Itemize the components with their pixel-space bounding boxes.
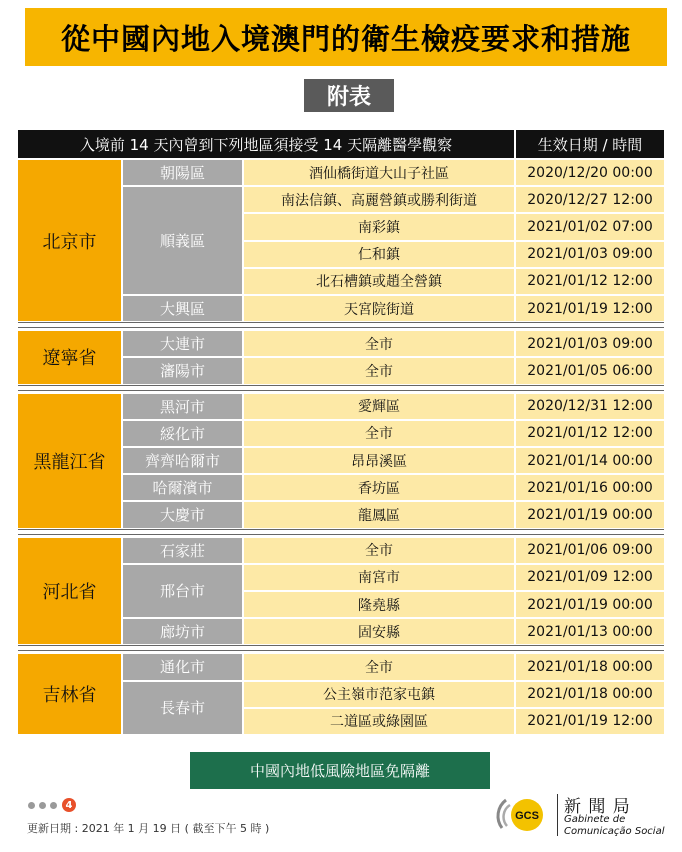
city-cell: 長春市	[123, 682, 242, 734]
province-cell: 遼寧省	[18, 331, 121, 383]
effective-date-cell: 2021/01/03 09:00	[516, 331, 664, 356]
city-cell: 大慶市	[123, 502, 242, 527]
effective-date-cell: 2021/01/18 00:00	[516, 654, 664, 679]
appendix-label: 附表	[304, 79, 394, 112]
city-cell: 綏化市	[123, 421, 242, 446]
pagination	[28, 798, 76, 812]
area-cell: 隆堯縣	[244, 592, 514, 617]
effective-date-cell: 2021/01/16 00:00	[516, 475, 664, 500]
area-cell: 昂昂溪區	[244, 448, 514, 473]
province-cell: 河北省	[18, 538, 121, 645]
effective-date-cell: 2021/01/19 12:00	[516, 709, 664, 734]
area-cell: 固安縣	[244, 619, 514, 644]
gcs-logo	[494, 790, 674, 840]
logo-divider	[557, 794, 558, 836]
area-cell: 全市	[244, 331, 514, 356]
city-cell: 順義區	[123, 187, 242, 294]
area-cell: 全市	[244, 421, 514, 446]
header-areas: 入境前 14 天內曾到下列地區須接受 14 天隔離醫學觀察	[18, 130, 514, 158]
page-dot[interactable]	[50, 802, 57, 809]
page-dot[interactable]	[39, 802, 46, 809]
current-page-indicator: 4	[62, 798, 76, 812]
low-risk-exemption-button[interactable]: 中國內地低風險地區免隔離	[190, 752, 490, 789]
effective-date-cell: 2021/01/12 12:00	[516, 269, 664, 294]
quarantine-table	[17, 130, 664, 744]
effective-date-cell: 2021/01/06 09:00	[516, 538, 664, 563]
area-cell: 公主嶺市范家屯鎮	[244, 682, 514, 707]
area-cell: 天宮院街道	[244, 296, 514, 321]
group-separator	[18, 529, 664, 535]
update-date: 更新日期 : 2021 年 1 月 19 日 ( 截至下午 5 時 )	[27, 822, 270, 835]
city-cell: 邢台市	[123, 565, 242, 617]
province-cell: 黑龍江省	[18, 394, 121, 528]
effective-date-cell: 2021/01/05 06:00	[516, 358, 664, 383]
effective-date-cell: 2021/01/03 09:00	[516, 242, 664, 267]
area-cell: 愛輝區	[244, 394, 514, 419]
group-separator	[18, 385, 664, 391]
effective-date-cell: 2021/01/02 07:00	[516, 214, 664, 239]
area-cell: 北石槽鎮或趙全營鎮	[244, 269, 514, 294]
area-cell: 香坊區	[244, 475, 514, 500]
effective-date-cell: 2021/01/19 12:00	[516, 296, 664, 321]
area-cell: 仁和鎮	[244, 242, 514, 267]
area-cell: 龍鳳區	[244, 502, 514, 527]
effective-date-cell: 2021/01/12 12:00	[516, 421, 664, 446]
effective-date-cell: 2021/01/14 00:00	[516, 448, 664, 473]
city-cell: 黑河市	[123, 394, 242, 419]
logo-name-portuguese-2: Comunicação Social	[564, 826, 665, 837]
page-title: 從中國內地入境澳門的衛生檢疫要求和措施	[60, 21, 631, 56]
page-dot[interactable]	[28, 802, 35, 809]
area-cell: 全市	[244, 358, 514, 383]
gcs-logo-mark-icon	[494, 790, 544, 840]
province-cell: 吉林省	[18, 654, 121, 734]
city-cell: 瀋陽市	[123, 358, 242, 383]
city-cell: 齊齊哈爾市	[123, 448, 242, 473]
city-cell: 通化市	[123, 654, 242, 679]
city-cell: 哈爾濱市	[123, 475, 242, 500]
area-cell: 南法信鎮、高麗營鎮或勝利街道	[244, 187, 514, 212]
city-cell: 廊坊市	[123, 619, 242, 644]
effective-date-cell: 2020/12/31 12:00	[516, 394, 664, 419]
area-cell: 酒仙橋街道大山子社區	[244, 160, 514, 185]
city-cell: 朝陽區	[123, 160, 242, 185]
effective-date-cell: 2021/01/18 00:00	[516, 682, 664, 707]
area-cell: 二道區或綠園區	[244, 709, 514, 734]
area-cell: 全市	[244, 538, 514, 563]
logo-name-chinese: 新 聞 局	[564, 797, 631, 817]
effective-date-cell: 2021/01/13 00:00	[516, 619, 664, 644]
effective-date-cell: 2020/12/27 12:00	[516, 187, 664, 212]
effective-date-cell: 2021/01/19 00:00	[516, 502, 664, 527]
title-banner	[25, 8, 667, 66]
city-cell: 大連市	[123, 331, 242, 356]
logo-mark-text: GCS	[515, 810, 539, 822]
area-cell: 南宮市	[244, 565, 514, 590]
province-cell: 北京市	[18, 160, 121, 321]
group-separator	[18, 645, 664, 651]
logo-name-portuguese-1: Gabinete de	[564, 814, 626, 825]
city-cell: 石家莊	[123, 538, 242, 563]
area-cell: 南彩鎮	[244, 214, 514, 239]
effective-date-cell: 2021/01/19 00:00	[516, 592, 664, 617]
effective-date-cell: 2021/01/09 12:00	[516, 565, 664, 590]
group-separator	[18, 322, 664, 328]
area-cell: 全市	[244, 654, 514, 679]
header-effective-date: 生效日期 / 時間	[516, 130, 664, 158]
city-cell: 大興區	[123, 296, 242, 321]
effective-date-cell: 2020/12/20 00:00	[516, 160, 664, 185]
